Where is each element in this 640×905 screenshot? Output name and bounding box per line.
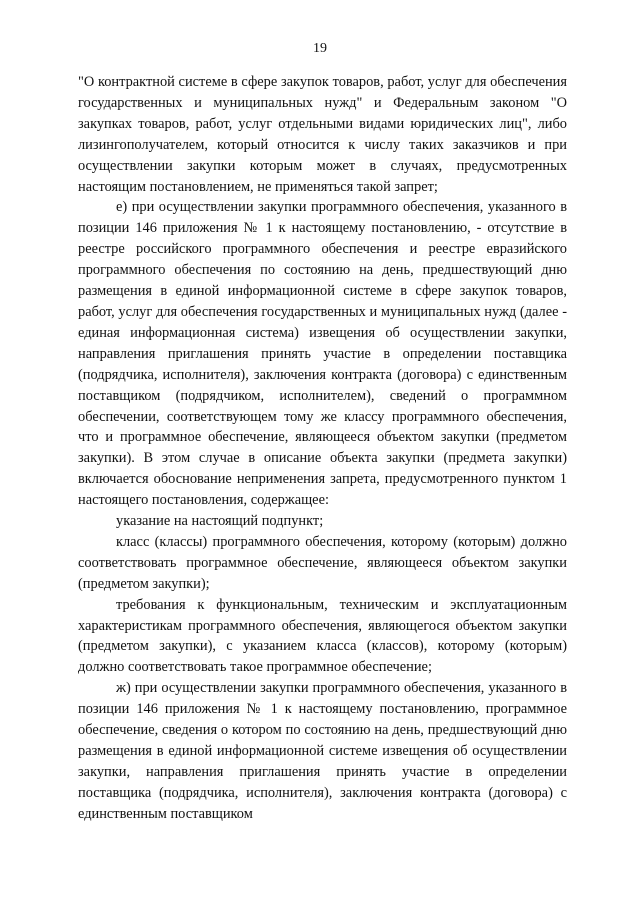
paragraph-reference: указание на настоящий подпункт; <box>116 513 324 530</box>
paragraph-software-class: класс (классы) программного обеспечения, которому (которым) должно соответствовать программное обеспечение, являющееся объектом закупки (предметом закупки); <box>78 533 567 592</box>
paragraph-continuation: "О контрактной системе в сфере закупок товаров, работ, услуг для обеспечения государственных и муниципальных нужд" и Федеральным законом "О закупках товаров, работ, услуг отдельными видами юридических лиц", либо лизингополучателем, который относится к числу таких заказчиков и при осуществлении закупки которым может в случаях, предусмотренных настоящим постановлением, не применяться такой запрет; <box>78 74 567 195</box>
page-number: 19 <box>313 41 327 56</box>
paragraph-requirements: требования к функциональным, техническим и эксплуатационным характеристикам программного обеспечения, являющегося объектом закупки (предметом закупки), с указанием класса (классов), которому (которым) должно соответствовать такое программное обеспечение; <box>78 596 567 676</box>
paragraph-subitem-e: е) при осуществлении закупки программного обеспечения, указанного в позиции 146 приложения № 1 к настоящему постановлению, - отсутствие в реестре российского программного обеспечения и реестре евразийского программного обеспечения по состоянию на день, предшествующий дню размещения в единой информационной системе в сфере закупок товаров, работ, услуг для обеспечения государственных и муниципальных нужд (далее - единая информационная система) извещения об осуществлении закупки, направления приглашения принять участие в определении поставщика (подрядчика, исполнителя), заключения контракта (договора) с единственным поставщиком (подрядчиком, исполнителем), сведений о программном обеспечении, соответствующем тому же классу программного обеспечения, что и программное обеспечение, являющееся объектом закупки (предметом закупки). В этом случае в описание объекта закупки (предмета закупки) включается обоснование неприменения запрета, предусмотренного пунктом 1 настоящего постановления, содержащее: <box>78 199 567 509</box>
document-body <box>78 72 567 825</box>
paragraph-subitem-zh: ж) при осуществлении закупки программного обеспечения, указанного в позиции 146 приложения № 1 к настоящему постановлению, программное обеспечение, сведения о котором по состоянию на день, предшествующий дню размещения в единой информационной системе извещения об осуществлении закупки, направления приглашения принять участие в определении поставщика (подрядчика, исполнителя), заключения контракта (договора) с единственным поставщиком <box>78 680 567 822</box>
